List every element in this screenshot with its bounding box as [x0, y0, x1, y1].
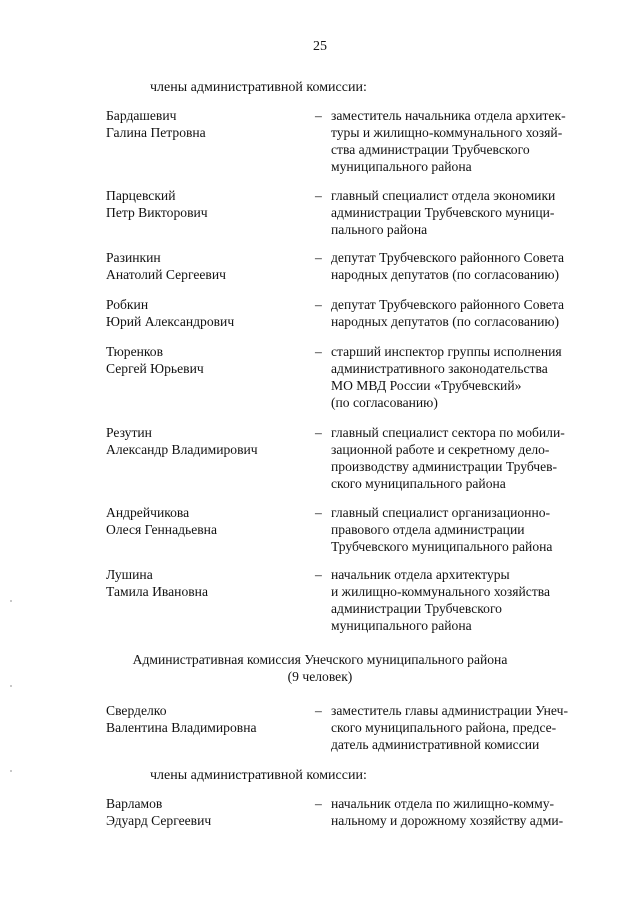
member-given-names: Галина Петровна — [106, 125, 206, 140]
position-line: туры и жилищно-коммунального хозяй- — [331, 125, 563, 140]
position-line: и жилищно-коммунального хозяйства — [331, 584, 551, 599]
dash-separator: – — [315, 796, 322, 811]
member-given-names: Валентина Владимировна — [106, 720, 257, 735]
position-line: Трубчевского муниципального района — [331, 539, 553, 554]
dash-separator: – — [315, 188, 322, 203]
position-line: датель административной комиссии — [331, 737, 540, 752]
position-line: главный специалист организационно- — [331, 505, 551, 520]
member-given-names: Юрий Александрович — [106, 314, 235, 329]
section-member-count: (9 человек) — [287, 669, 353, 684]
position-line: начальник отдела архитектуры — [331, 567, 510, 582]
member-name — [106, 343, 306, 377]
member-name — [106, 504, 306, 538]
position-line: ского муниципального района, предсе- — [331, 720, 557, 735]
members-subheading: члены административной комиссии: — [150, 80, 367, 95]
member-given-names: Александр Владимирович — [106, 442, 258, 457]
position-line: административного законодательства — [331, 361, 548, 376]
position-line: нальному и дорожному хозяйству адми- — [331, 813, 564, 828]
member-given-names: Анатолий Сергеевич — [106, 267, 226, 282]
member-given-names: Олеся Геннадьевна — [106, 522, 217, 537]
member-given-names: Тамила Ивановна — [106, 584, 208, 599]
member-surname: Резутин — [106, 425, 152, 440]
member-surname: Робкин — [106, 297, 149, 312]
position-line: администрации Трубчевского — [331, 601, 502, 616]
member-surname: Тюренков — [106, 344, 164, 359]
position-line: зационной работе и секретному дело- — [331, 442, 550, 457]
position-line: народных депутатов (по согласованию) — [331, 267, 560, 282]
member-surname: Лушина — [106, 567, 153, 582]
position-line: начальник отдела по жилищно-комму- — [331, 796, 555, 811]
member-position — [331, 566, 591, 634]
member-position — [331, 702, 591, 753]
member-position — [331, 504, 591, 555]
member-position — [331, 424, 591, 492]
member-given-names: Эдуард Сергеевич — [106, 813, 212, 828]
member-name — [106, 296, 306, 330]
member-given-names: Петр Викторович — [106, 205, 208, 220]
position-line: главный специалист отдела экономики — [331, 188, 556, 203]
position-line: администрации Трубчевского муници- — [331, 205, 555, 220]
member-name — [106, 107, 306, 141]
position-line: заместитель начальника отдела архитек- — [331, 108, 566, 123]
dash-separator: – — [315, 703, 322, 718]
member-surname: Бардашевич — [106, 108, 177, 123]
page-number: 25 — [313, 39, 327, 54]
member-name — [106, 187, 306, 221]
position-line: муниципального района — [331, 618, 472, 633]
position-line: ства администрации Трубчевского — [331, 142, 530, 157]
member-surname: Парцевский — [106, 188, 176, 203]
member-given-names: Сергей Юрьевич — [106, 361, 204, 376]
position-line: главный специалист сектора по мобили- — [331, 425, 565, 440]
member-position — [331, 343, 591, 411]
dash-separator: – — [315, 250, 322, 265]
dash-separator: – — [315, 505, 322, 520]
dash-separator: – — [315, 108, 322, 123]
member-position — [331, 107, 591, 175]
scan-margin-mark — [10, 685, 12, 687]
member-surname: Варламов — [106, 796, 163, 811]
dash-separator: – — [315, 344, 322, 359]
dash-separator: – — [315, 567, 322, 582]
scan-margin-mark — [10, 600, 12, 602]
member-name — [106, 702, 306, 736]
position-line: ского муниципального района — [331, 476, 506, 491]
member-name — [106, 424, 306, 458]
position-line: депутат Трубчевского районного Совета — [331, 250, 565, 265]
position-line: народных депутатов (по согласованию) — [331, 314, 560, 329]
scan-margin-mark — [10, 770, 12, 772]
section-title: Административная комиссия Унечского муниципального района — [132, 652, 508, 667]
member-position — [331, 187, 591, 238]
member-position — [331, 249, 591, 283]
member-name — [106, 566, 306, 600]
position-line: (по согласованию) — [331, 395, 438, 410]
position-line: депутат Трубчевского районного Совета — [331, 297, 565, 312]
position-line: правового отдела администрации — [331, 522, 525, 537]
member-surname: Разинкин — [106, 250, 161, 265]
position-line: заместитель главы администрации Унеч- — [331, 703, 568, 718]
position-line: МО МВД России «Трубчевский» — [331, 378, 522, 393]
member-position — [331, 296, 591, 330]
member-name — [106, 795, 306, 829]
dash-separator: – — [315, 425, 322, 440]
member-surname: Сверделко — [106, 703, 167, 718]
position-line: муниципального района — [331, 159, 472, 174]
position-line: старший инспектор группы исполнения — [331, 344, 562, 359]
member-position — [331, 795, 591, 829]
position-line: пального района — [331, 222, 428, 237]
member-surname: Андрейчикова — [106, 505, 190, 520]
member-name — [106, 249, 306, 283]
members-subheading: члены административной комиссии: — [150, 768, 367, 783]
dash-separator: – — [315, 297, 322, 312]
position-line: производству администрации Трубчев- — [331, 459, 558, 474]
